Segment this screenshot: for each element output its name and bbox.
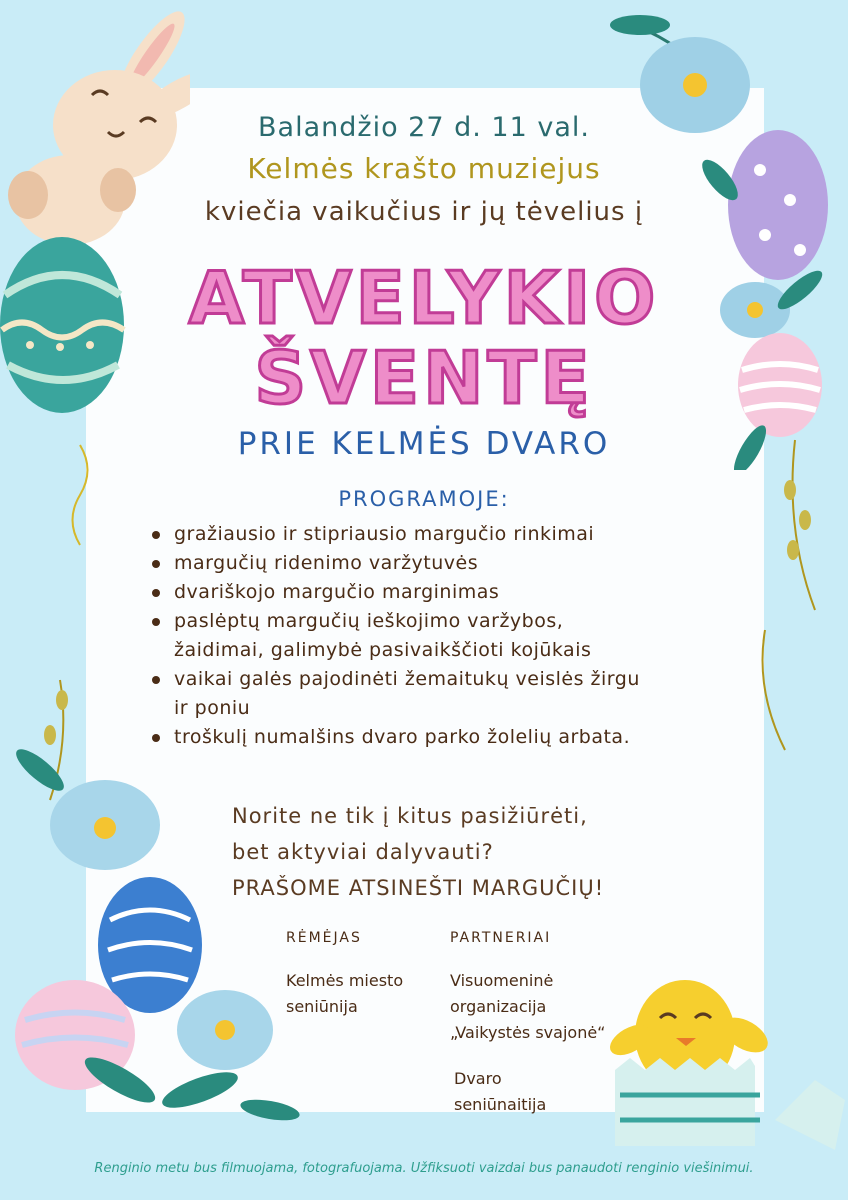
program-item: troškulį numalšins dvaro parko žolelių arbata. [150, 723, 750, 752]
program-item: dvariškojo margučio marginimas [150, 578, 750, 607]
event-date: Balandžio 27 d. 11 val. [258, 112, 590, 143]
sponsor-heading: RĖMĖJAS [286, 930, 362, 946]
program-item: vaikai galės pajodinėti žemaitukų veislės žirgu ir poniu [150, 665, 750, 723]
participation-question: Norite ne tik į kitus pasižiūrėti, bet aktyviai dalyvauti? PRAŠOME ATSINEŠTI MARGUČIŲ! [232, 804, 605, 900]
program-list [150, 520, 750, 752]
invitation-text: kviečia vaikučius ir jų tėvelius į [204, 197, 644, 227]
program-item: paslėptų margučių ieškojimo varžybos, žaidimai, galimybė pasivaikščioti kojūkais [150, 607, 750, 665]
title-line-2: ŠVENTĘ [254, 336, 594, 420]
partner-org-1: Visuomeninė organizacija „Vaikystės svajonė“ [450, 971, 606, 1042]
partners-column [450, 930, 605, 1118]
partner-org-2: Dvaro seniūnaitija [454, 1069, 547, 1114]
title-line-1: ATVELYKIO [188, 256, 660, 340]
organizer-name: Kelmės krašto muziejus [247, 152, 601, 185]
sponsor-column [286, 930, 403, 1020]
program-heading: PROGRAMOJE: [338, 487, 510, 511]
chick-illustration [600, 960, 848, 1160]
program-item: gražiausio ir stipriausio margučio rinkimai [150, 520, 750, 549]
sponsor-name: Kelmės miesto seniūnija [286, 971, 404, 1016]
footer-notice: Renginio metu bus filmuojama, fotografuojama. Užfiksuoti vaizdai bus panaudoti renginio viešinimui. [94, 1161, 754, 1176]
right-branch-illustration [735, 430, 848, 760]
partners-heading: PARTNERIAI [450, 930, 552, 946]
program-item: margučių ridenimo varžytuvės [150, 549, 750, 578]
event-location: PRIE KELMĖS DVARO [237, 426, 611, 462]
